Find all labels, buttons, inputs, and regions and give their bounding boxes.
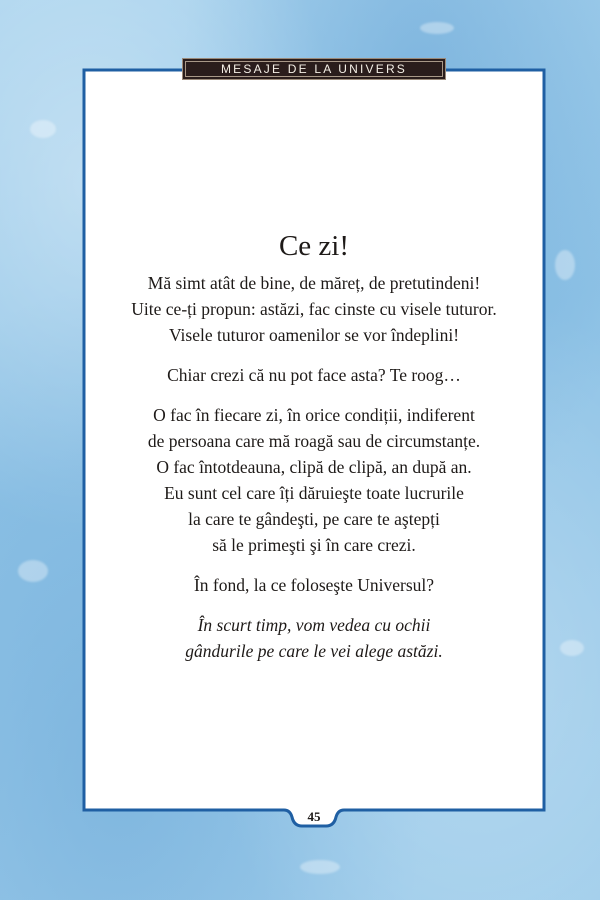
background-speck [560, 640, 584, 656]
background-speck [30, 120, 56, 138]
paragraph [82, 362, 546, 388]
text-line: Visele tuturor oamenilor se vor îndeplini! [168, 325, 460, 345]
background-speck [420, 22, 454, 34]
article-title: Ce zi! [278, 230, 350, 262]
text-line: la care te gândeşti, pe care te aştepți [188, 509, 440, 529]
text-line: O fac întotdeauna, clipă de clipă, an după an. [156, 457, 472, 477]
page-number: 45 [307, 809, 321, 824]
background-speck [18, 560, 48, 582]
text-line: În scurt timp, vom vedea cu ochii [197, 615, 431, 635]
background-speck [300, 860, 340, 874]
text-line: Eu sunt cel care îți dăruieşte toate lucrurile [164, 483, 464, 503]
text-line: Mă simt atât de bine, de măreț, de pretutindeni! [147, 273, 481, 293]
text-line: de persoana care mă roagă sau de circumstanțe. [147, 431, 481, 451]
text-line: să le primeşti şi în care crezi. [212, 535, 416, 555]
text-line: gândurile pe care le vei alege astăzi. [185, 641, 443, 661]
section-header-label: MESAJE DE LA UNIVERS [220, 62, 408, 76]
paragraph [82, 402, 546, 558]
paragraph [82, 572, 546, 598]
article-body [82, 226, 546, 678]
paragraph [82, 270, 546, 348]
text-line: Chiar crezi că nu pot face asta? Te roog… [167, 365, 461, 385]
text-line: Uite ce-ți propun: astăzi, fac cinste cu visele tuturor. [131, 299, 497, 319]
text-line: În fond, la ce foloseşte Universul? [193, 575, 435, 595]
section-header [182, 58, 446, 80]
background-speck [555, 250, 575, 280]
closing-paragraph [82, 612, 546, 664]
page-frame [82, 62, 546, 830]
text-line: O fac în fiecare zi, în orice condiții, indiferent [153, 405, 475, 425]
